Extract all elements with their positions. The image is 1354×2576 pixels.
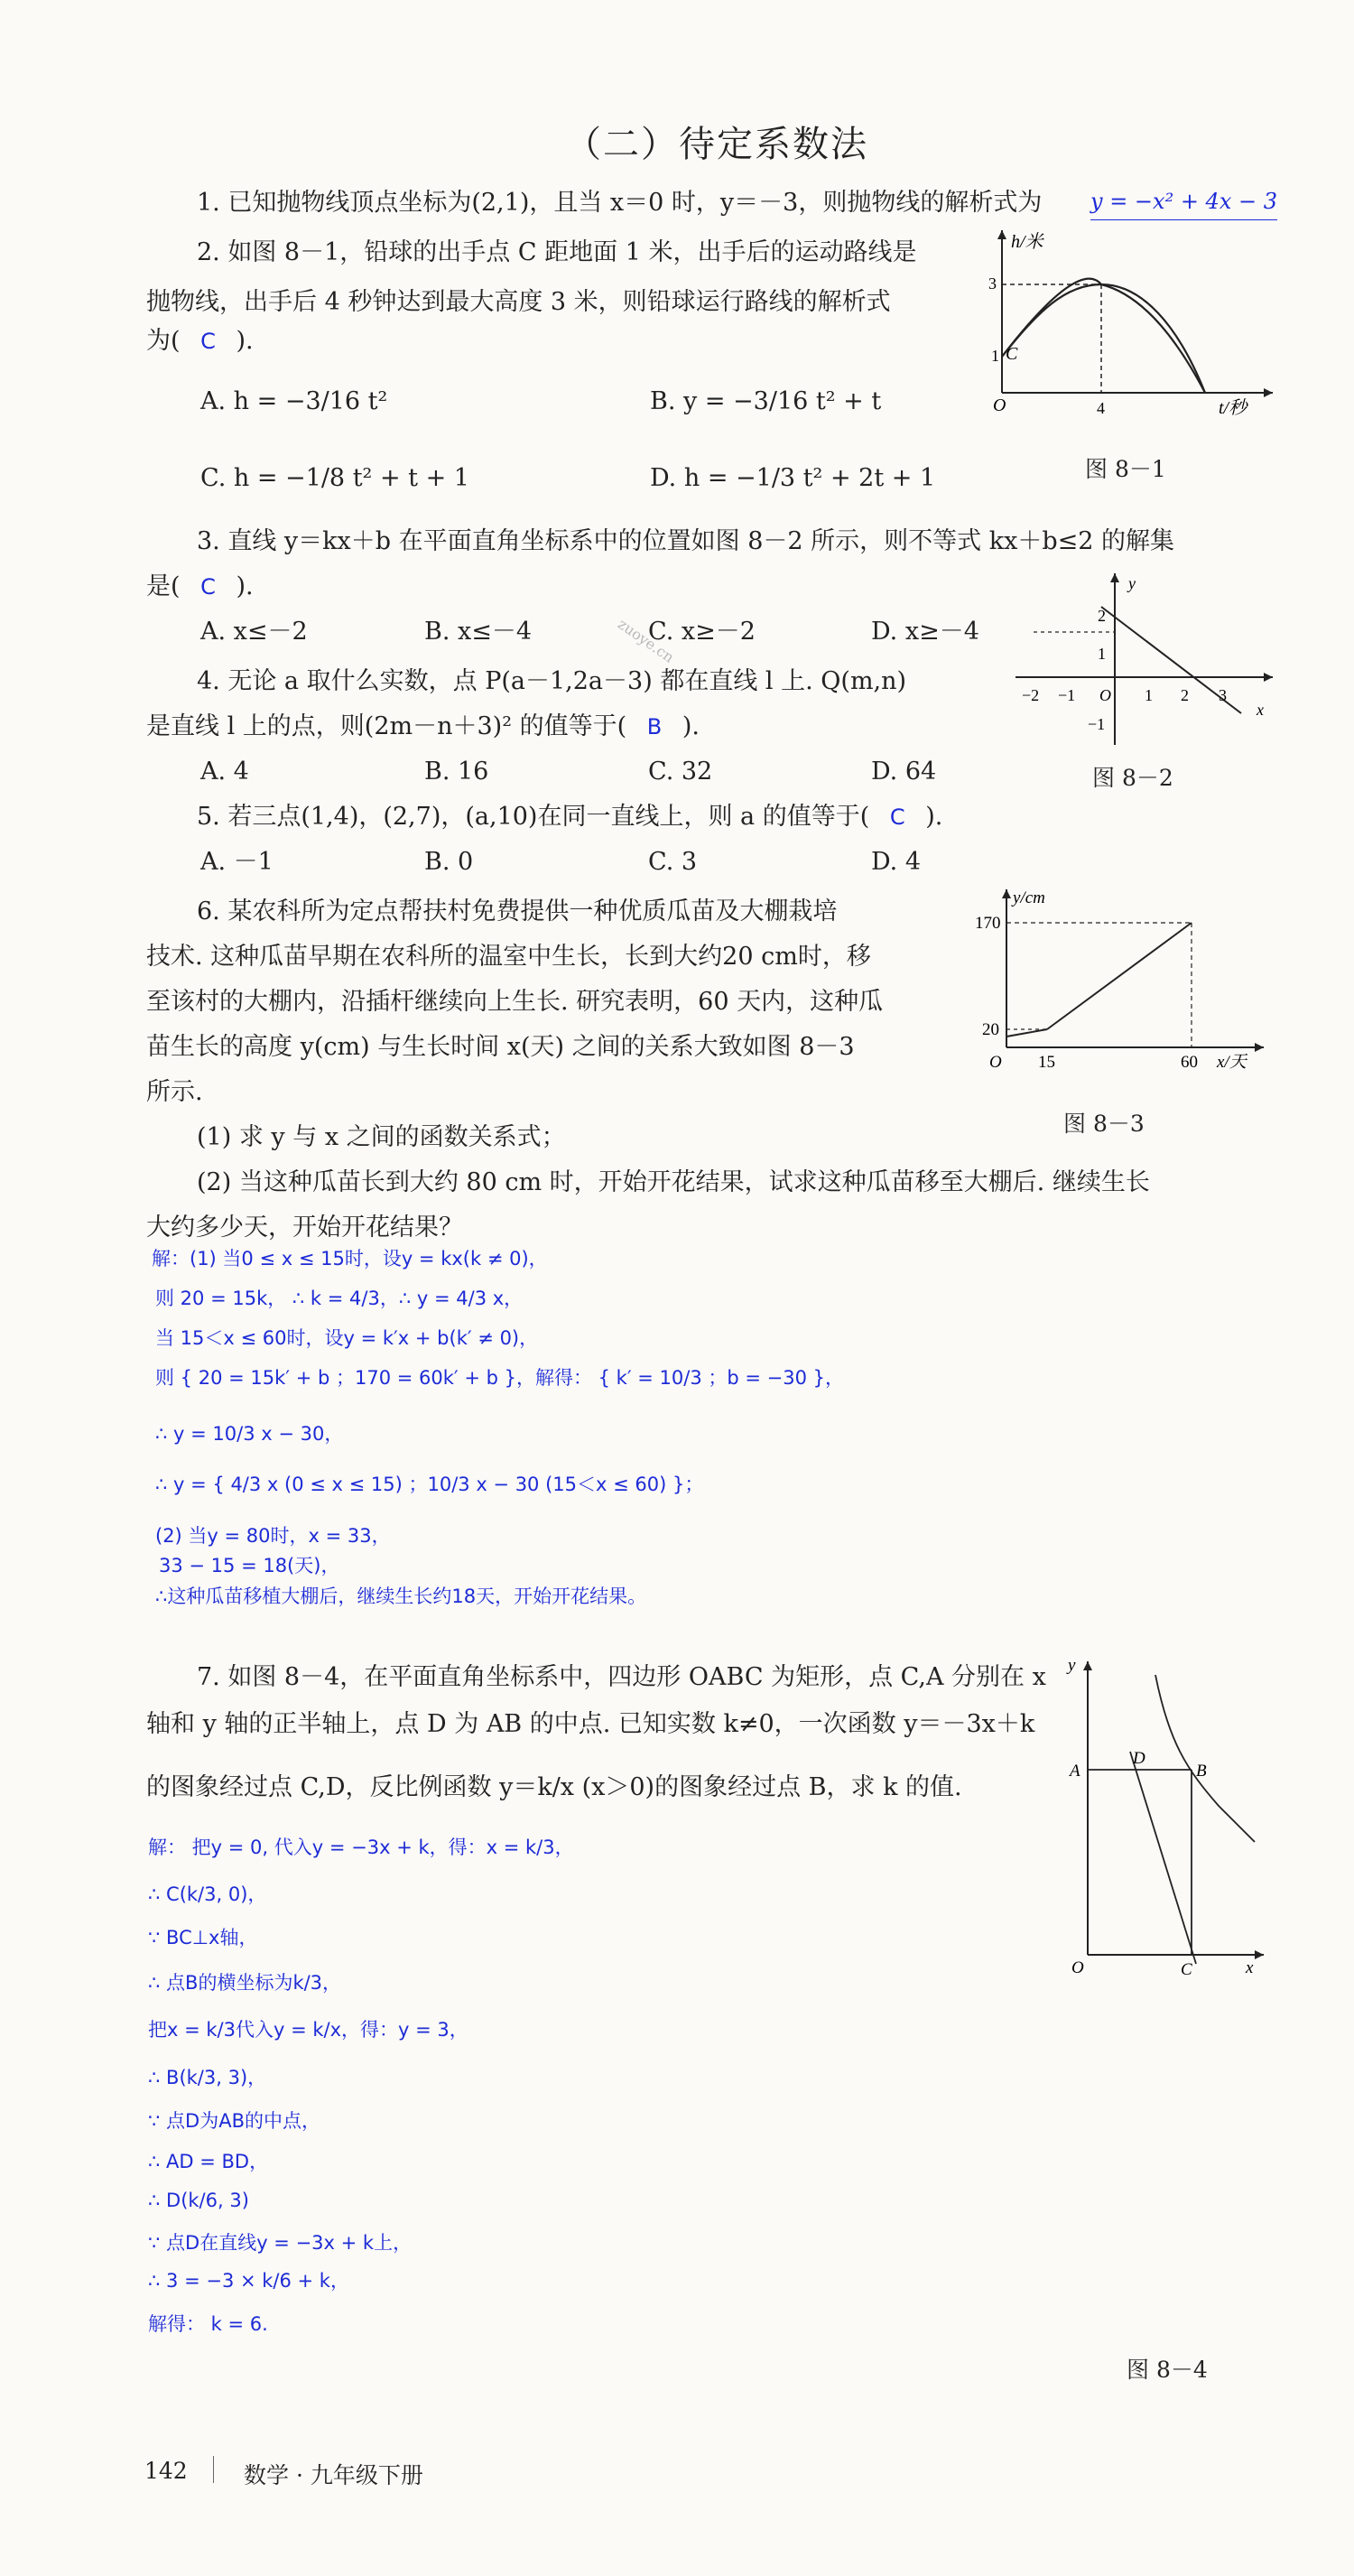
- q6-solution-line5: ∴ y = 10/3 x − 30，: [155, 1423, 344, 1445]
- fig2-xtick-m1: −1: [1058, 686, 1076, 704]
- q5-option-d: D. 4: [871, 848, 922, 876]
- q6-part1: (1) 求 y 与 x 之间的函数关系式；: [197, 1123, 566, 1151]
- q7-solution-line1: 解： 把y = 0, 代入y = −3x + k，得：x = k/3，: [148, 1837, 574, 1858]
- fig3-ylabel: y/cm: [1013, 888, 1045, 907]
- q7-line3: 的图象经过点 C,D，反比例函数 y＝k/x (x＞0)的图象经过点 B，求 k 的值.: [146, 1773, 962, 1801]
- fig2-xtick-1: 1: [1145, 686, 1153, 704]
- q6-solution-line1: 解：(1) 当0 ≤ x ≤ 15时，设y = kx(k ≠ 0)，: [152, 1248, 548, 1269]
- q7-solution-line5: 把x = k/3代入y = k/x，得：y = 3，: [148, 2019, 468, 2041]
- fig2-xtick-m2: −2: [1022, 686, 1040, 704]
- figure-8-3: [975, 885, 1273, 1083]
- fig1-tick-4: 4: [1097, 399, 1105, 417]
- q2-option-b: B. y = −3/16 t² + t: [650, 387, 882, 415]
- q3-paren-close: ).: [236, 572, 254, 600]
- q2-line1: 2. 如图 8－1，铅球的出手点 C 距地面 1 米，出手后的运动路线是: [197, 238, 917, 266]
- q7-solution-line11: ∴ 3 = −3 × k/6 + k，: [148, 2270, 349, 2292]
- q5-option-c: C. 3: [648, 848, 698, 876]
- fig2-origin: O: [1099, 686, 1111, 704]
- figure-8-4-caption: 图 8－4: [1127, 2357, 1208, 2383]
- section-title: （二）待定系数法: [565, 124, 868, 165]
- fig2-xtick-2: 2: [1181, 686, 1189, 704]
- q4-paren-close: ).: [682, 712, 700, 740]
- q5-option-a: A. －1: [200, 848, 274, 876]
- fig3-ytick-170: 170: [975, 914, 1001, 933]
- q7-solution-line12: 解得： k = 6.: [148, 2313, 268, 2335]
- figure-8-3-caption: 图 8－3: [1063, 1111, 1145, 1137]
- q6-line1: 6. 某农科所为定点帮扶村免费提供一种优质瓜苗及大棚栽培: [197, 897, 838, 925]
- q7-solution-line4: ∴ 点B的横坐标为k/3，: [148, 1972, 342, 1994]
- q7-solution-line7: ∵ 点D为AB的中点，: [148, 2110, 320, 2132]
- watermark: zuoye.cn: [614, 615, 678, 666]
- figure-8-2: [1011, 569, 1273, 749]
- q2-paren-close: ).: [236, 327, 254, 355]
- fig2-ytick-2: 2: [1098, 607, 1106, 625]
- page-number: 142: [144, 2458, 188, 2484]
- q3-line1: 3. 直线 y＝kx＋b 在平面直角坐标系中的位置如图 8－2 所示，则不等式 kx＋b≤2 的解集: [197, 527, 1174, 555]
- q2-paren-open: 为(: [146, 327, 181, 355]
- fig4-label-a: A: [1070, 1762, 1080, 1781]
- q3-option-d: D. x≥－4: [871, 618, 979, 646]
- q2-option-d: D. h = −1/3 t² + 2t + 1: [650, 464, 936, 492]
- q4-text: 是直线 l 上的点，则(2m－n＋3)² 的值等于(: [146, 712, 627, 740]
- fig2-ytick-m1: −1: [1088, 715, 1106, 733]
- fig1-point-c: C: [1006, 344, 1018, 364]
- q6-solution-line3: 当 15＜x ≤ 60时，设y = k′x + b(k′ ≠ 0)，: [155, 1327, 539, 1349]
- fig1-ylabel: h/米: [1011, 232, 1043, 252]
- q2-option-a: A. h = −3/16 t²: [200, 387, 388, 415]
- q4-answer: B: [646, 714, 663, 739]
- figure-8-2-caption: 图 8－2: [1092, 765, 1173, 791]
- fig4-label-d: D: [1133, 1749, 1145, 1768]
- fig3-origin: O: [989, 1053, 1002, 1072]
- q5-option-b: B. 0: [424, 848, 474, 876]
- q5-paren-close: ).: [925, 803, 943, 831]
- q6-solution-line4: 则 { 20 = 15k′ + b ；170 = 60k′ + b }，解得： { k′ = 10/3 ；b = −30 }，: [155, 1367, 845, 1389]
- q3-paren-open: 是(: [146, 572, 181, 600]
- figure-8-1: [975, 226, 1273, 433]
- fig1-tick-3: 3: [988, 274, 997, 293]
- fig2-xtick-3: 3: [1219, 686, 1227, 704]
- figure-8-4: [1061, 1652, 1268, 1986]
- q2-option-c: C. h = −1/8 t² + t + 1: [200, 464, 469, 492]
- q1-answer: y = −x² + 4x − 3: [1090, 183, 1277, 220]
- q3-option-b: B. x≤－4: [424, 618, 533, 646]
- fig4-label-b: B: [1196, 1762, 1207, 1781]
- q3-option-c: C. x≥－2: [648, 618, 756, 646]
- q6-part2-cont: 大约多少天，开始开花结果？: [146, 1214, 463, 1242]
- q6-part2: (2) 当这种瓜苗长到大约 80 cm 时，开始开花结果，试求这种瓜苗移至大棚后. 继续生长: [197, 1168, 1150, 1196]
- q1-text: 1. 已知抛物线顶点坐标为(2,1)，且当 x＝0 时，y＝－3，则抛物线的解析式为: [197, 189, 1043, 217]
- fig4-label-y: y: [1068, 1656, 1076, 1675]
- q6-solution-line8: 33 − 15 = 18(天)，: [159, 1555, 340, 1576]
- fig2-ytick-1: 1: [1098, 645, 1106, 663]
- q6-line4: 苗生长的高度 y(cm) 与生长时间 x(天) 之间的关系大致如图 8－3: [146, 1033, 855, 1061]
- q4-option-b: B. 16: [424, 758, 489, 786]
- fig3-ytick-20: 20: [982, 1020, 999, 1039]
- q7-solution-line8: ∴ AD = BD，: [148, 2151, 269, 2172]
- q6-line3: 至该村的大棚内，沿插杆继续向上生长. 研究表明，60 天内，这种瓜: [146, 988, 884, 1016]
- q4-option-d: D. 64: [871, 758, 937, 786]
- fig4-label-c: C: [1181, 1960, 1192, 1979]
- q6-line5: 所示.: [146, 1078, 203, 1106]
- q6-solution-line9: ∴这种瓜苗移植大棚后，继续生长约18天，开始开花结果。: [155, 1586, 647, 1607]
- fig1-tick-1: 1: [991, 347, 999, 365]
- q2-answer: C: [200, 329, 216, 354]
- footer-divider: [213, 2456, 214, 2483]
- q7-solution-line6: ∴ B(k/3, 3)，: [148, 2067, 267, 2088]
- fig2-ylabel: y: [1128, 574, 1136, 592]
- q7-line1: 7. 如图 8－4，在平面直角坐标系中，四边形 OABC 为矩形，点 C,A 分别在 x: [197, 1663, 1046, 1691]
- fig1-origin: O: [993, 395, 1006, 415]
- q4-option-a: A. 4: [200, 758, 249, 786]
- fig1-xlabel: t/秒: [1219, 398, 1247, 418]
- q3-answer: C: [200, 574, 216, 600]
- fig2-xlabel: x: [1257, 701, 1264, 719]
- fig4-label-o: O: [1071, 1958, 1084, 1977]
- q5-text: 5. 若三点(1,4)，(2,7)，(a,10)在同一直线上，则 a 的值等于(: [197, 803, 870, 831]
- book-title: 数学 · 九年级下册: [244, 2462, 423, 2488]
- q6-solution-line6: ∴ y = { 4/3 x (0 ≤ x ≤ 15) ；10/3 x − 30 (15＜x ≤ 60) }；: [155, 1474, 704, 1495]
- q7-line2: 轴和 y 轴的正半轴上，点 D 为 AB 的中点. 已知实数 k≠0，一次函数 y＝－3x＋k: [146, 1710, 1035, 1738]
- q3-option-a: A. x≤－2: [200, 618, 308, 646]
- q4-option-c: C. 32: [648, 758, 713, 786]
- fig3-xtick-15: 15: [1038, 1053, 1055, 1072]
- q5-answer: C: [889, 804, 905, 830]
- q2-line2: 抛物线，出手后 4 秒钟达到最大高度 3 米，则铅球运行路线的解析式: [146, 288, 891, 316]
- q6-solution-line2: 则 20 = 15k， ∴ k = 4/3，∴ y = 4/3 x，: [155, 1288, 524, 1309]
- fig3-xtick-60: 60: [1181, 1053, 1198, 1072]
- q7-solution-line2: ∴ C(k/3, 0)，: [148, 1883, 267, 1905]
- q7-solution-line9: ∴ D(k/6, 3): [148, 2190, 249, 2211]
- fig3-xlabel: x/天: [1217, 1053, 1247, 1072]
- q6-line2: 技术. 这种瓜苗早期在农科所的温室中生长，长到大约20 cm时，移: [146, 943, 871, 971]
- q7-solution-line3: ∵ BC⊥x轴，: [148, 1927, 258, 1948]
- figure-8-1-caption: 图 8－1: [1085, 456, 1166, 482]
- q4-line1: 4. 无论 a 取什么实数，点 P(a－1,2a－3) 都在直线 l 上. Q(m,n): [197, 667, 907, 695]
- q6-solution-line7: (2) 当y = 80时，x = 33，: [155, 1525, 391, 1547]
- q7-solution-line10: ∵ 点D在直线y = −3x + k上，: [148, 2232, 413, 2254]
- fig4-label-x: x: [1246, 1958, 1254, 1977]
